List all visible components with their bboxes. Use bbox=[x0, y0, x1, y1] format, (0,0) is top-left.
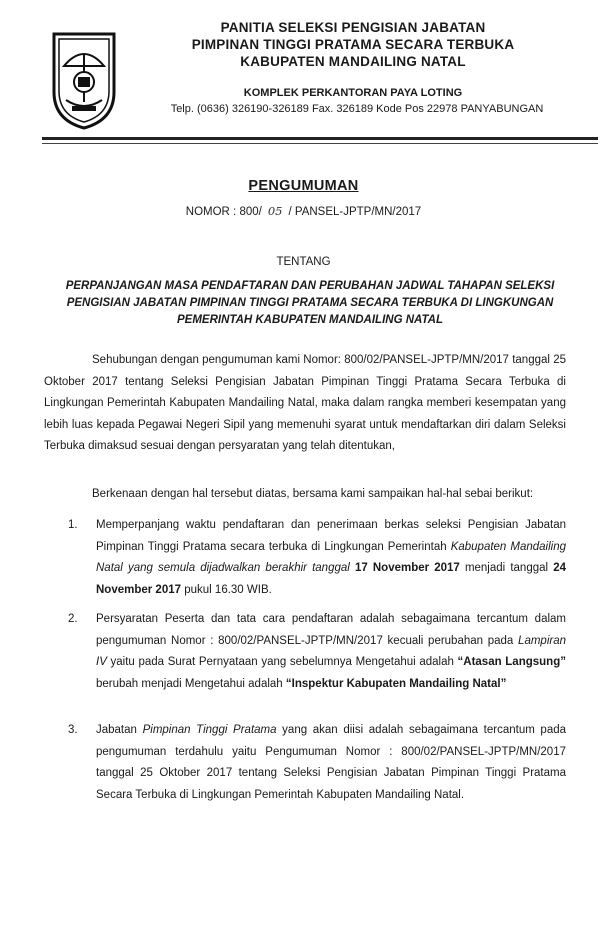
letterhead-rule-thick bbox=[42, 137, 598, 140]
list-text-bold: “Atasan Langsung” bbox=[457, 656, 566, 668]
contact-info: Telp. (0636) 326190-326189 Fax. 326189 Kode Pos 22978 PANYABUNGAN bbox=[170, 103, 544, 115]
letterhead bbox=[0, 0, 607, 150]
tentang-heading: TENTANG bbox=[276, 256, 331, 268]
list-number: 3. bbox=[68, 724, 78, 736]
list-text-italic: Lampiran IV bbox=[96, 634, 566, 668]
list-text-italic: Kabupaten Mandailing Natal yang semula dijadwalkan berakhir tanggal bbox=[96, 540, 567, 574]
number-handwritten: 05 bbox=[267, 204, 283, 218]
list-item bbox=[68, 515, 567, 601]
list-text-part: pukul 16.30 WIB. bbox=[184, 583, 272, 596]
paragraph-lead: Berkenaan dengan hal tersebut diatas, bersama kami sampaikan hal-hal sebai berikut: bbox=[92, 488, 534, 500]
number-suffix: / PANSEL-JPTP/MN/2017 bbox=[288, 206, 422, 218]
list-item bbox=[68, 720, 567, 806]
office-address: KOMPLEK PERKANTORAN PAYA LOTING bbox=[243, 87, 463, 99]
list-text-bold: 17 November 2017 bbox=[354, 562, 460, 574]
list-text-part: Persyaratan Peserta dan tata cara pendaftaran adalah sebagaimana tercantum dalam pengumuman Nomor : 800/02/PANSEL-JPTP/MN/2017 kecuali perubahan pada bbox=[96, 613, 566, 647]
list-text-part: yaitu pada Surat Pernyataan yang sebelumnya Mengetahui adalah bbox=[110, 656, 454, 668]
document-title: PENGUMUMAN bbox=[248, 178, 359, 194]
letterhead-rule-thin bbox=[42, 143, 598, 144]
list-text-italic: Pimpinan Tinggi Pratama bbox=[142, 724, 277, 736]
list-text bbox=[96, 720, 566, 806]
list-number: 2. bbox=[68, 613, 78, 625]
list-item bbox=[68, 609, 566, 695]
committee-scope: PIMPINAN TINGGI PRATAMA SECARA TERBUKA bbox=[191, 37, 515, 52]
list-text-bold: 24 November 2017 bbox=[96, 562, 566, 596]
subject-heading: PERPANJANGAN MASA PENDAFTARAN DAN PERUBAHAN JADWAL TAHAPAN SELEKSI PENGISIAN JABATAN PIMPINAN TINGGI PRATAMA SECARA TERBUKA DI LINGKUNGAN PEMERINTAH KABUPATEN MANDAILING NATAL bbox=[65, 280, 555, 326]
committee-name: PANITIA SELEKSI PENGISIAN JABATAN bbox=[220, 20, 486, 35]
list-number: 1. bbox=[68, 519, 78, 531]
document-number bbox=[0, 204, 607, 218]
regency-name: KABUPATEN MANDAILING NATAL bbox=[240, 54, 466, 69]
number-prefix: NOMOR : 800/ bbox=[185, 206, 262, 218]
regency-emblem-icon bbox=[50, 30, 118, 130]
paragraph-intro: Sehubungan dengan pengumuman kami Nomor: 800/02/PANSEL-JPTP/MN/2017 tanggal 25 Oktober 2017 tentang Seleksi Pengisian Jabatan Pimpinan Tinggi Pratama Secara Terbuka di Lingkungan Pemerintah Kabupaten Mandailing Natal, maka dalam rangka memberi kesempatan yang lebih luas kepada Pegawai Negeri Sipil yang memenuhi syarat untuk mendaftarkan diri dalam Seleksi Terbuka dimaksud sesuai dengan persyaratan yang telah ditentukan, bbox=[44, 354, 566, 452]
list-text bbox=[96, 609, 566, 695]
list-text-bold: “Inspektur Kabupaten Mandailing Natal” bbox=[285, 677, 507, 690]
list-text-part: menjadi tanggal bbox=[464, 562, 549, 574]
list-text-part: yang akan diisi adalah sebagaimana tercantum pada pengumuman terdahulu yaitu Pengumuman Nomor : 800/02/PANSEL-JPTP/MN/2017 tanggal 25 Oktober 2017 tentang Seleksi Pengisian Jabatan Pimpinan Tinggi Pratama Secara Terbuka di Lingkungan Pemerintah Kabupaten Mandailing Natal. bbox=[96, 724, 567, 801]
list-text-part: Jabatan bbox=[96, 724, 137, 736]
list-text-part: Memperpanjang waktu pendaftaran dan penerimaan berkas seleksi Pengisian Jabatan Pimpinan Tinggi Pratama secara terbuka di Lingkungan Pemerintah bbox=[96, 519, 566, 553]
list-text-part: berubah menjadi Mengetahui adalah bbox=[96, 677, 283, 690]
list-text bbox=[96, 515, 566, 601]
